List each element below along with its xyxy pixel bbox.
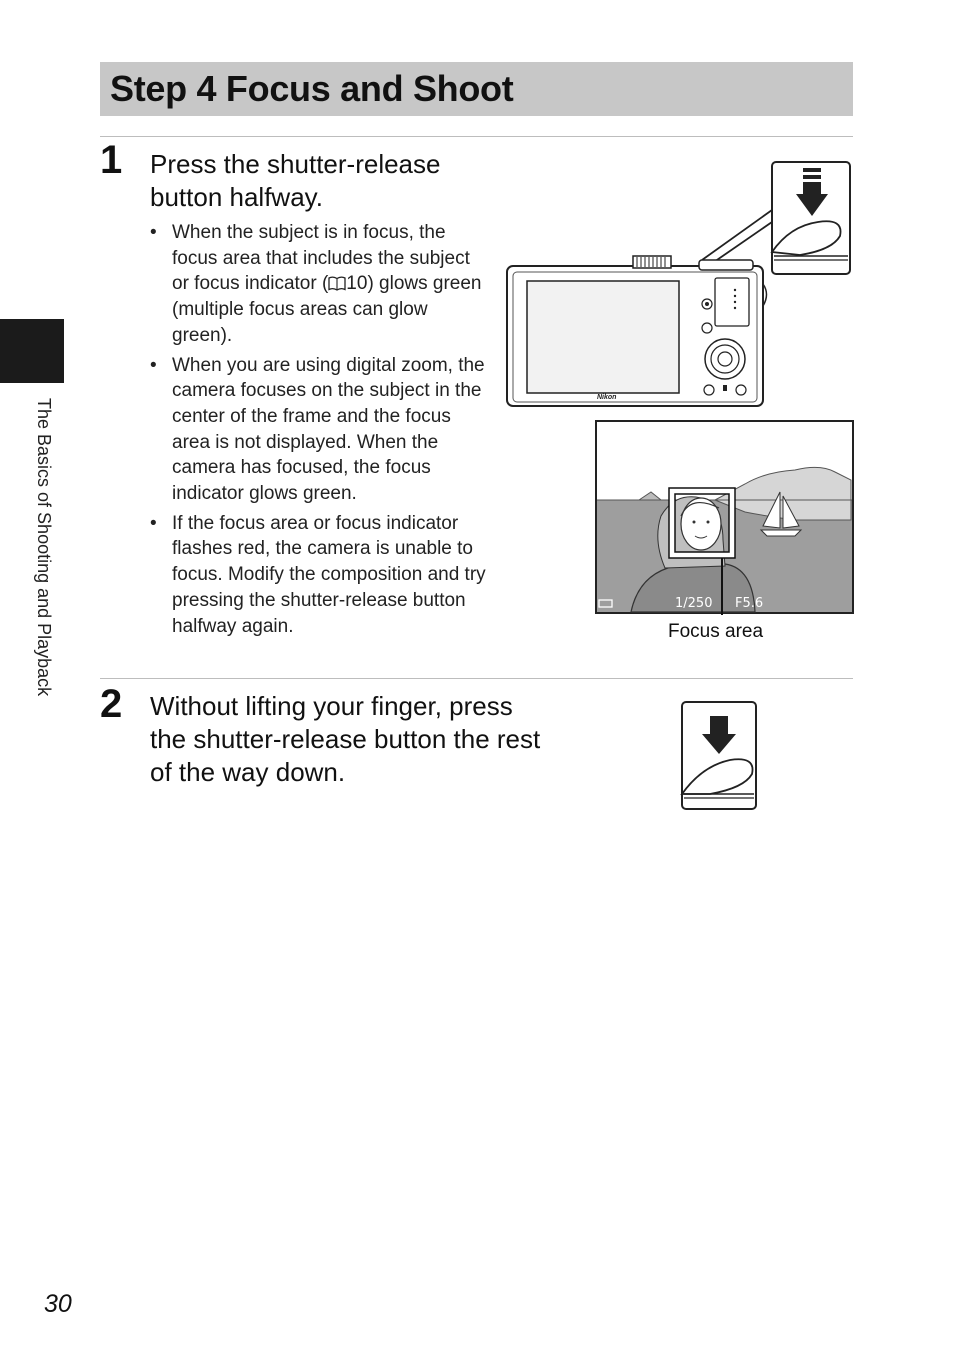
step-1-heading-line: Press the shutter-release xyxy=(150,149,441,179)
step-2-heading-line: the shutter-release button the rest xyxy=(150,724,541,754)
step-1-heading-line: button halfway. xyxy=(150,182,323,212)
bullet-icon: • xyxy=(150,354,157,376)
bullet-text: When you are using digital zoom, the camera focuses on the subject in the center of the frame and the focus area is not displayed. When the camera has focused, the focus indicator glows green. xyxy=(172,354,485,505)
chapter-tab xyxy=(0,319,64,383)
page-title: Step 4 Focus and Shoot xyxy=(110,68,514,109)
divider xyxy=(100,678,853,679)
list-item xyxy=(150,511,490,640)
step-1-bullets xyxy=(150,220,490,643)
aperture-readout: F5.6 xyxy=(735,596,764,611)
shutter-speed-readout: 1/250 xyxy=(675,596,713,611)
step-2-number: 2 xyxy=(100,682,123,726)
bullet-text: When the subject is in focus, the focus area that includes the subject or focus indicator ( xyxy=(172,222,470,295)
bullet-text: If the focus area or focus indicator flashes red, the camera is unable to focus. Modify the composition and try pressing the shutter-release button halfway again. xyxy=(172,512,486,637)
camera-back-illustration xyxy=(505,254,771,410)
step-1-number: 1 xyxy=(100,138,123,182)
book-icon xyxy=(328,276,346,291)
divider xyxy=(100,136,853,137)
focus-area-caption: Focus area xyxy=(668,621,764,642)
step-2-heading xyxy=(150,690,540,789)
step-2-heading-line: Without lifting your finger, press xyxy=(150,691,513,721)
title-bar xyxy=(100,62,853,116)
camera-brand-label: Nikon xyxy=(597,394,617,401)
page-number: 30 xyxy=(44,1290,72,1318)
step-2-heading-line: of the way down. xyxy=(150,757,346,787)
chapter-label: The Basics of Shooting and Playback xyxy=(34,398,54,697)
bullet-icon: • xyxy=(150,222,157,243)
bullet-icon: • xyxy=(150,512,157,534)
list-item xyxy=(150,220,490,349)
monitor-screen-illustration xyxy=(595,420,854,615)
bullet-text: ) glows green (multiple focus areas can glow green). xyxy=(172,273,482,346)
list-item xyxy=(150,353,490,507)
page-reference[interactable]: 10 xyxy=(346,273,368,295)
step-1-heading xyxy=(150,148,440,214)
full-press-icon xyxy=(680,700,760,812)
